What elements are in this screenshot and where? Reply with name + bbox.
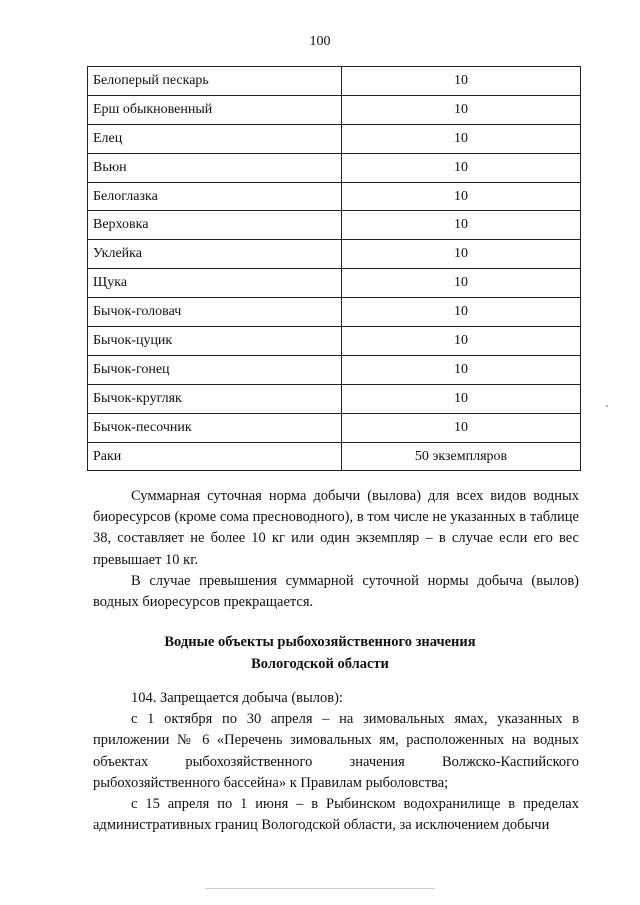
daily-norm-cell: 10 [342, 211, 581, 240]
catch-norms-table [87, 66, 581, 471]
daily-norm-cell: 10 [342, 95, 581, 124]
section-heading-line-1: Водные объекты рыбохозяйственного значения [164, 634, 476, 650]
scan-edge-line [205, 888, 435, 889]
table-row [88, 384, 581, 413]
table-row [88, 211, 581, 240]
species-name-cell: Бычок-цуцик [88, 327, 342, 356]
species-name-cell: Бычок-кругляк [88, 384, 342, 413]
paragraph-daily-norm: Суммарная суточная норма добычи (вылова) для всех видов водных биоресурсов (кроме сома пресноводного), в том числе не указанных в таблице 38, составляет не более 10 кг или один экземпляр – в случае если его вес превышает 10 кг. [93, 488, 579, 568]
table-row [88, 298, 581, 327]
table-row [88, 269, 581, 298]
table-row [88, 413, 581, 442]
paragraph-wintering-pits: с 1 октября по 30 апреля – на зимовальных ямах, указанных в приложении № 6 «Перечень зимовальных ям, расположенных на водных объектах рыбохозяйственного значения Волжско-Каспийского рыбохозяйственного бассейна» к Правилам рыболовства; [93, 711, 579, 791]
daily-norm-cell: 10 [342, 413, 581, 442]
paragraph-norm-exceeded: В случае превышения суммарной суточной нормы добыча (вылов) водных биоресурсов прекращается. [93, 572, 579, 611]
daily-norm-cell: 10 [342, 182, 581, 211]
species-name-cell: Бычок-песочник [88, 413, 342, 442]
species-name-cell: Раки [88, 442, 342, 471]
species-name-cell: Щука [88, 269, 342, 298]
daily-norm-cell: 10 [342, 327, 581, 356]
species-name-cell: Верховка [88, 211, 342, 240]
table-row [88, 95, 581, 124]
species-name-cell: Бычок-головач [88, 298, 342, 327]
summary-text-block [93, 486, 579, 613]
rules-text-block [93, 688, 579, 836]
section-heading-line-2: Вологодской области [251, 656, 389, 672]
table-row [88, 355, 581, 384]
table-row [88, 182, 581, 211]
species-name-cell: Белоперый пескарь [88, 67, 342, 96]
daily-norm-cell: 50 экземпляров [342, 442, 581, 471]
daily-norm-cell: 10 [342, 124, 581, 153]
daily-norm-cell: 10 [342, 355, 581, 384]
daily-norm-cell: 10 [342, 269, 581, 298]
table-body [88, 67, 581, 471]
species-name-cell: Ерш обыкновенный [88, 95, 342, 124]
table-row [88, 240, 581, 269]
daily-norm-cell: 10 [342, 298, 581, 327]
table-row [88, 124, 581, 153]
species-name-cell: Белоглазка [88, 182, 342, 211]
daily-norm-cell: 10 [342, 384, 581, 413]
table-row [88, 67, 581, 96]
section-heading [0, 631, 640, 675]
species-name-cell: Елец [88, 124, 342, 153]
species-name-cell: Вьюн [88, 153, 342, 182]
daily-norm-cell: 10 [342, 240, 581, 269]
table-row [88, 153, 581, 182]
table-row [88, 327, 581, 356]
species-name-cell: Бычок-гонец [88, 355, 342, 384]
page-number: 100 [309, 34, 331, 49]
paragraph-item-104: 104. Запрещается добыча (вылов): [131, 690, 343, 706]
species-name-cell: Уклейка [88, 240, 342, 269]
scan-speck [606, 405, 608, 407]
daily-norm-cell: 10 [342, 67, 581, 96]
table-row [88, 442, 581, 471]
daily-norm-cell: 10 [342, 153, 581, 182]
paragraph-rybinsk-reservoir: с 15 апреля по 1 июня – в Рыбинском водохранилище в пределах административных границ Вологодской области, за исключением добычи [93, 796, 579, 834]
